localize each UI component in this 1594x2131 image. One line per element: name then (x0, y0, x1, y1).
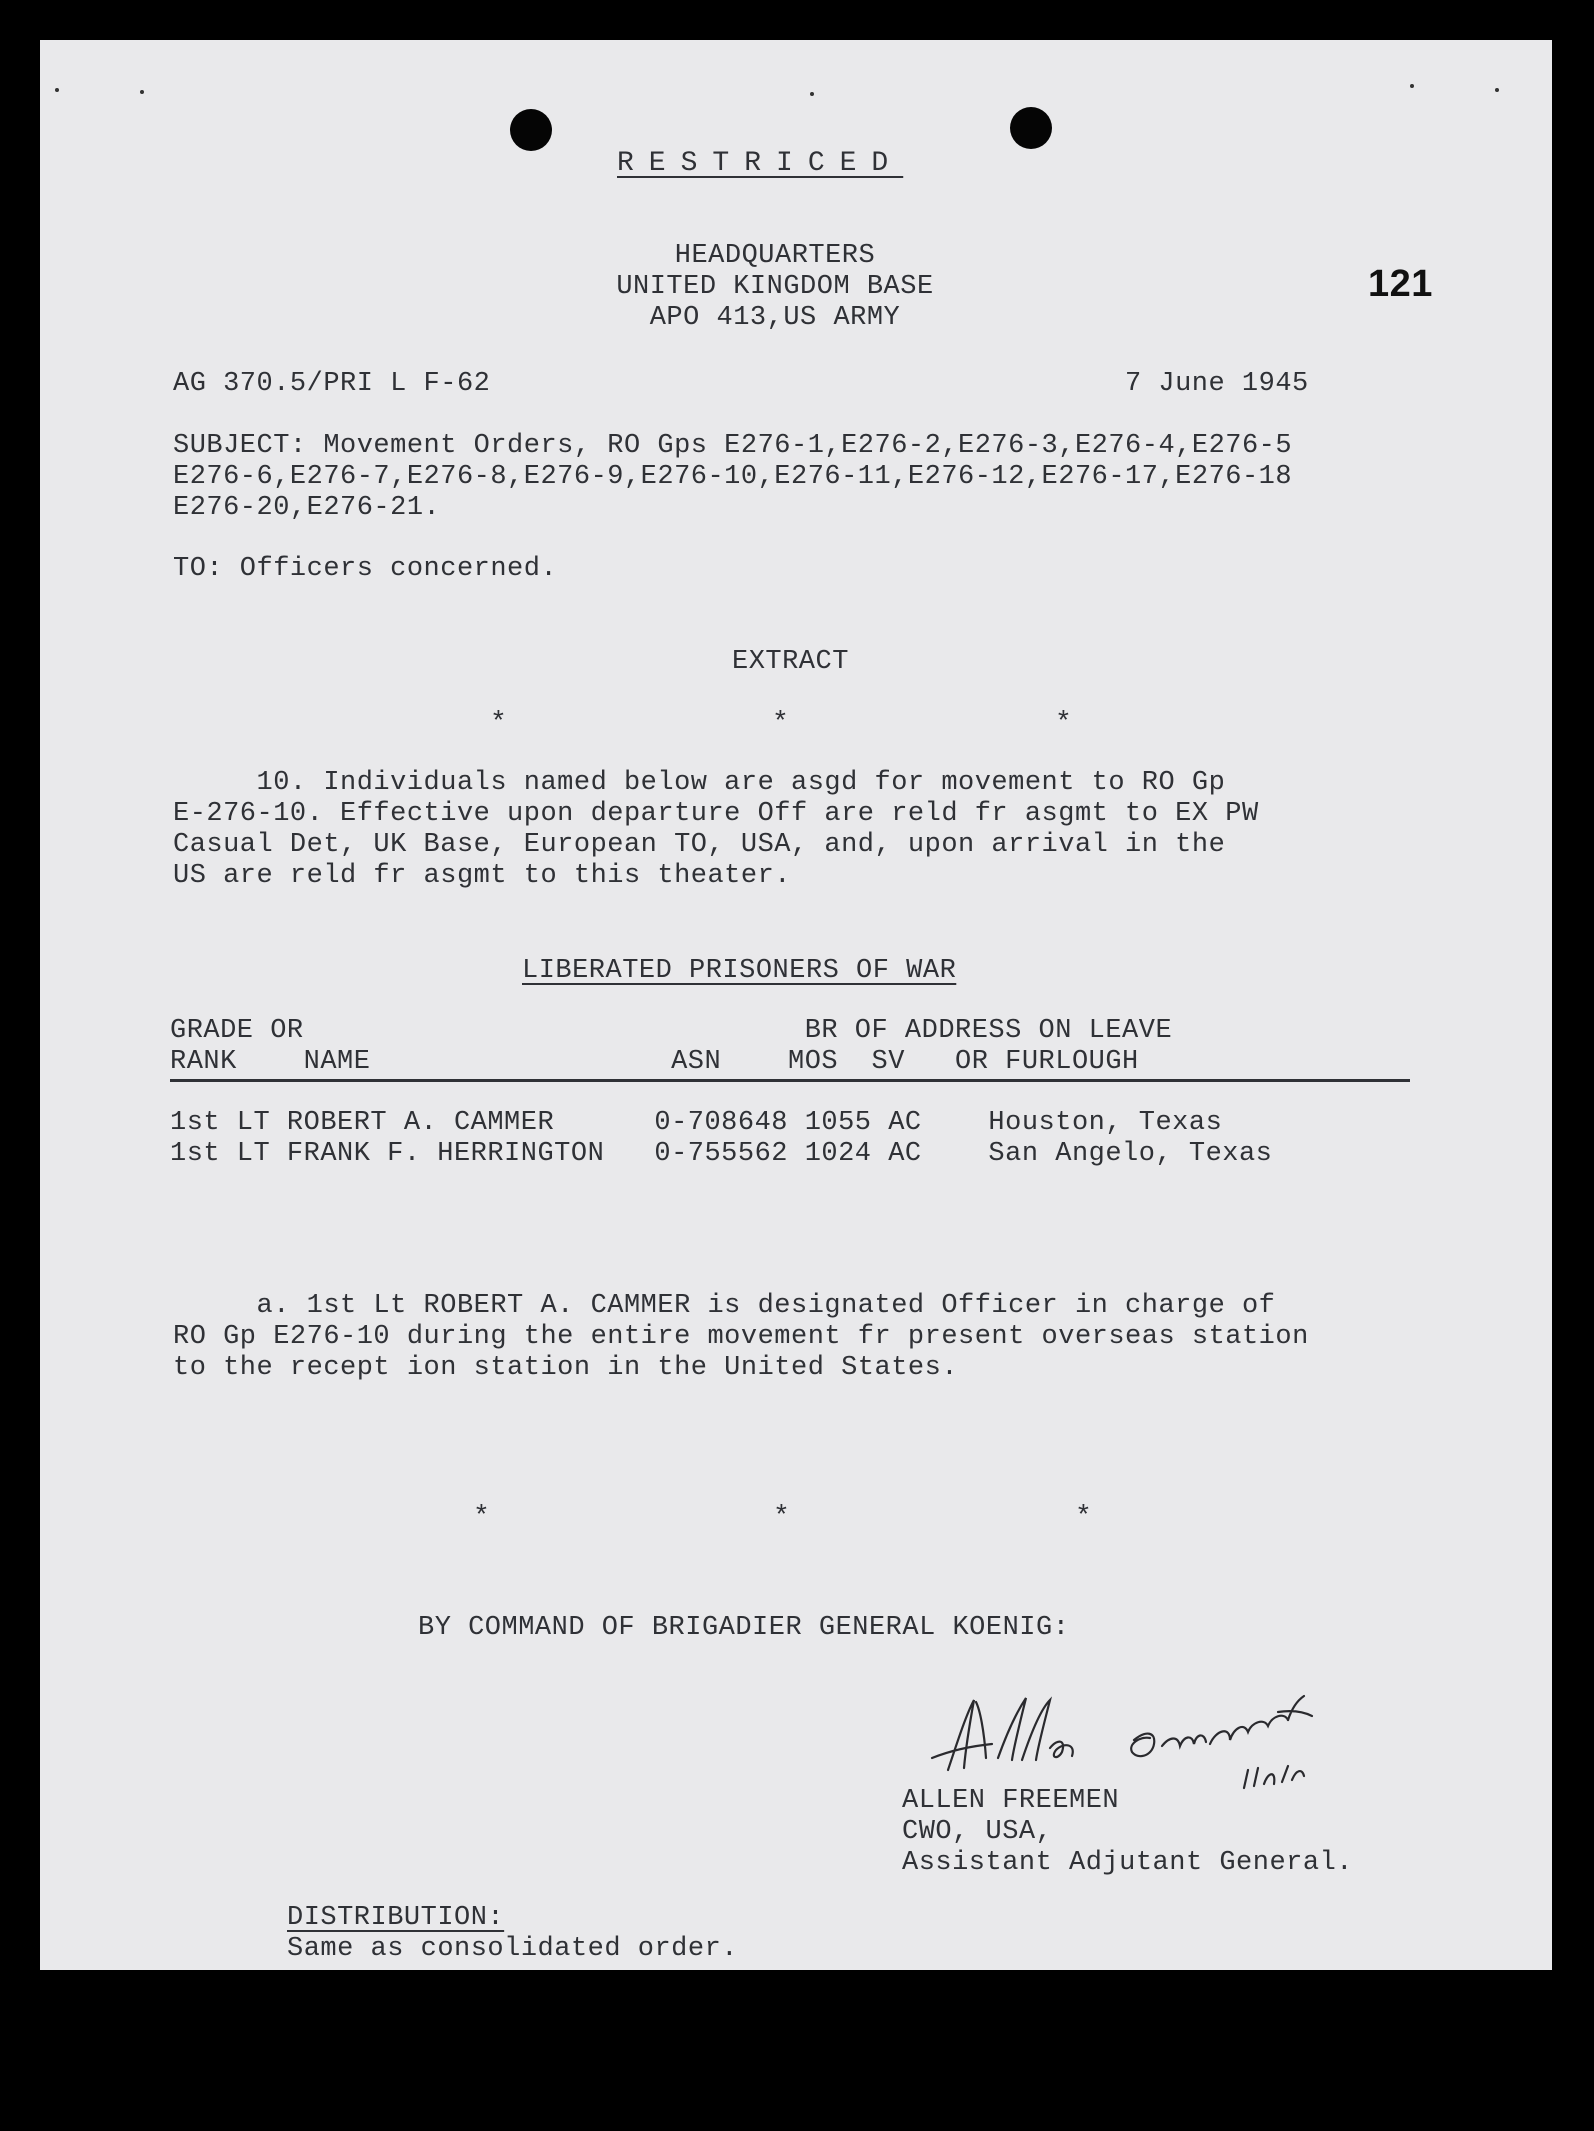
subject-line-1: SUBJECT: Movement Orders, RO Gps E276-1,E276-2,E276-3,E276-4,E276-5 (173, 431, 1293, 461)
table-header-rule (170, 1079, 1410, 1082)
separator-star: * (1055, 708, 1072, 739)
speck (55, 88, 59, 92)
paragraph-line-3: Casual Det, UK Base, European TO, USA, and, upon arrival in the (173, 830, 1226, 860)
table-row: 1st LT FRANK F. HERRINGTON 0-755562 1024 AC San Angelo, Texas (170, 1139, 1273, 1169)
classification-heading: RESTRICED (617, 148, 904, 179)
separator-star: * (773, 1502, 790, 1533)
page-number: 121 (1368, 263, 1433, 305)
document-page (40, 40, 1552, 1970)
reference-number: AG 370.5/PRI L F-62 (173, 369, 491, 399)
org-line-2: UNITED KINGDOM BASE (616, 272, 934, 302)
speck (140, 90, 144, 94)
table-header-line-1: GRADE OR BR OF ADDRESS ON LEAVE (170, 1016, 1173, 1046)
paragraph-line-2: E-276-10. Effective upon departure Off are reld fr asgmt to EX PW (173, 799, 1259, 829)
paragraph-line-1: 10. Individuals named below are asgd for movement to RO Gp (173, 768, 1226, 798)
signatory-title: Assistant Adjutant General. (902, 1848, 1353, 1878)
signatory-name: ALLEN FREEMEN (902, 1786, 1120, 1816)
subject-line-3: E276-20,E276-21. (173, 493, 441, 523)
speck (1410, 84, 1414, 88)
table-header-line-2: RANK NAME ASN MOS SV OR FURLOUGH (170, 1047, 1139, 1077)
note-line-1: a. 1st Lt ROBERT A. CAMMER is designated Officer in charge of (173, 1291, 1276, 1321)
table-title: LIBERATED PRISONERS OF WAR (522, 956, 957, 986)
note-line-3: to the recept ion station in the United States. (173, 1353, 959, 1383)
speck (810, 92, 814, 96)
separator-star: * (490, 708, 507, 739)
command-line: BY COMMAND OF BRIGADIER GENERAL KOENIG: (418, 1613, 1070, 1643)
separator-star: * (1075, 1502, 1092, 1533)
punch-hole-left (510, 109, 552, 151)
addressee-line: TO: Officers concerned. (173, 554, 558, 584)
subject-line-2: E276-6,E276-7,E276-8,E276-9,E276-10,E276-11,E276-12,E276-17,E276-18 (173, 462, 1293, 492)
distribution-label: DISTRIBUTION: (287, 1903, 505, 1933)
table-row: 1st LT ROBERT A. CAMMER 0-708648 1055 AC Houston, Texas (170, 1108, 1223, 1138)
signatory-rank: CWO, USA, (902, 1817, 1053, 1847)
document-date: 7 June 1945 (1125, 369, 1309, 399)
org-line-1: HEADQUARTERS (674, 241, 876, 271)
separator-star: * (473, 1502, 490, 1533)
speck (1495, 88, 1499, 92)
punch-hole-right (1010, 107, 1052, 149)
distribution-text: Same as consolidated order. (287, 1934, 738, 1964)
note-line-2: RO Gp E276-10 during the entire movement fr present overseas station (173, 1322, 1309, 1352)
separator-star: * (772, 708, 789, 739)
extract-heading: EXTRACT (732, 647, 849, 677)
org-line-3: APO 413,US ARMY (649, 303, 901, 333)
paragraph-line-4: US are reld fr asgmt to this theater. (173, 861, 791, 891)
